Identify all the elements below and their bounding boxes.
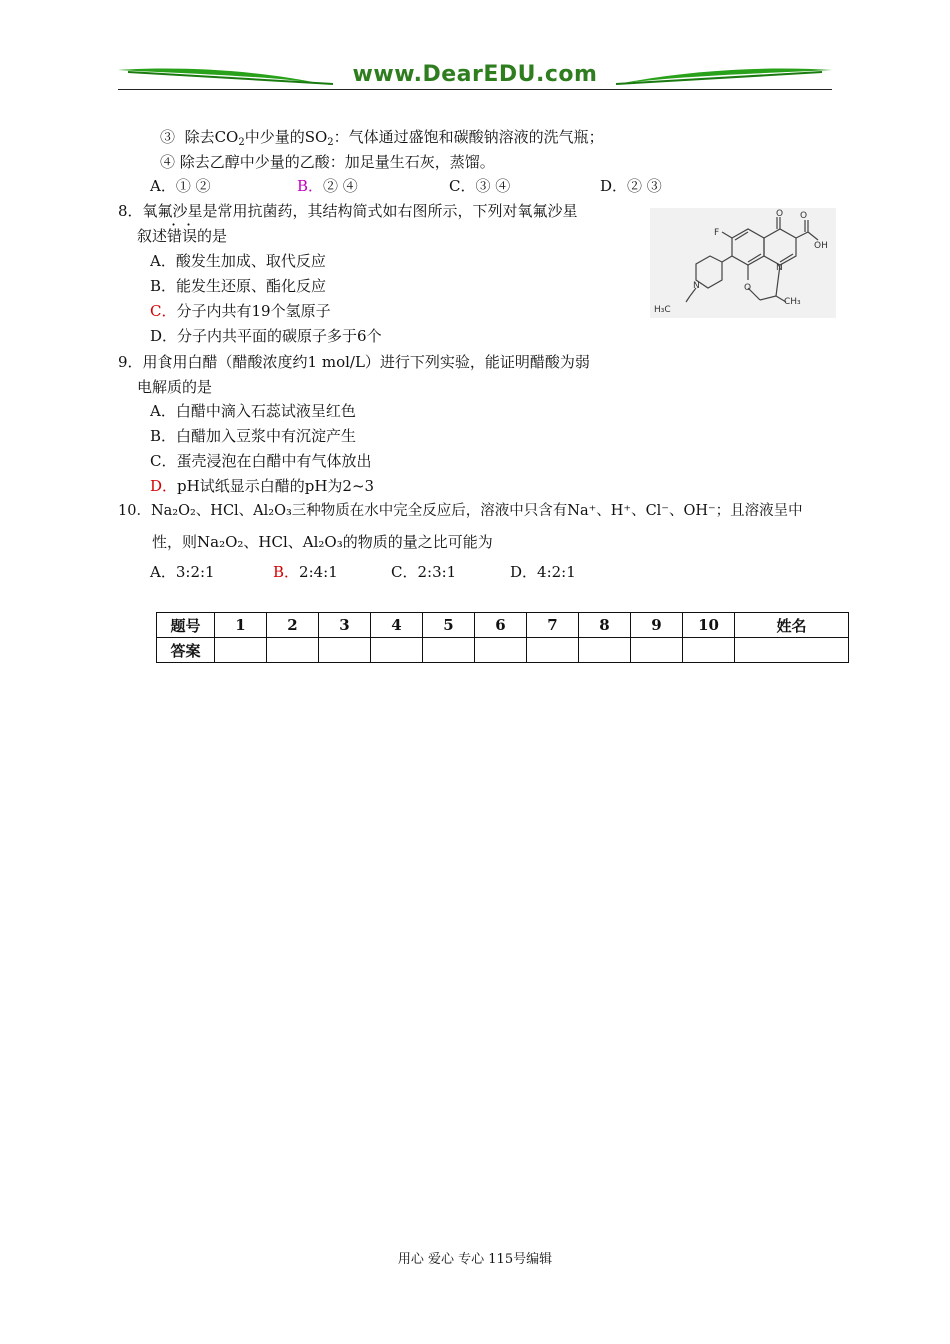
q7-option-c: C．③ ④ [449, 177, 511, 195]
ketone-oxygen-label: O [776, 209, 784, 219]
question-number-cell: 10 [683, 613, 735, 638]
q9-option-b: B．白醋加入豆浆中有沉淀产生 [150, 427, 357, 445]
q7-option-d: D．② ③ [600, 177, 662, 195]
methyl-label: CH₃ [784, 297, 801, 307]
answer-cell[interactable] [579, 638, 631, 663]
answer-row-header: 答案 [157, 638, 215, 663]
question-number-cell: 4 [371, 613, 423, 638]
answer-cell[interactable] [475, 638, 527, 663]
q7-option-a: A．① ② [150, 177, 211, 195]
q9-option-a: A．白醋中滴入石蕊试液呈红色 [150, 402, 356, 420]
question-number-cell: 2 [267, 613, 319, 638]
carboxyl-oh-label: OH [814, 241, 828, 251]
answer-table-answer-row [157, 638, 849, 663]
q8-option-b: B．能发生还原、酯化反应 [150, 277, 327, 295]
answer-cell[interactable] [319, 638, 371, 663]
question-number-cell: 6 [475, 613, 527, 638]
answer-table [156, 612, 849, 663]
q10-stem-line2: 性，则Na₂O₂、HCl、Al₂O₃的物质的量之比可能为 [152, 533, 493, 551]
q8-option-c: C．分子内共有19个氢原子 [150, 302, 331, 320]
question-number-header: 题号 [157, 613, 215, 638]
answer-cell[interactable] [371, 638, 423, 663]
header-rule [118, 89, 832, 90]
ring-nitrogen-label: N [776, 263, 783, 273]
question-number-cell: 7 [527, 613, 579, 638]
answer-cell[interactable] [683, 638, 735, 663]
q7-option-b: B．② ④ [297, 177, 358, 195]
question-number-cell: 8 [579, 613, 631, 638]
q10-stem-line1: 10．Na₂O₂、HCl、Al₂O₃三种物质在水中完全反应后，溶液中只含有Na⁺、H⁺、Cl⁻、OH⁻；且溶液呈中 [118, 503, 803, 519]
n-methyl-label: H₃C [654, 305, 671, 315]
question-number-cell: 5 [423, 613, 475, 638]
q7-item-3: ③ 除去$CO_2$中少量的$SO_2$：气体通过盛饱和碳酸钠溶液的洗气瓶； [160, 128, 604, 148]
answer-cell[interactable] [215, 638, 267, 663]
answer-cell[interactable] [267, 638, 319, 663]
q8-option-d: D．分子内共平面的碳原子多于6个 [150, 327, 382, 345]
q8-stem-line2: 叙述错误的是 [137, 227, 228, 245]
carboxyl-oxygen-label: O [800, 211, 808, 221]
q10-option-b: B．2:4:1 [273, 563, 338, 581]
piperazine-nitrogen-label: N [693, 281, 700, 291]
answer-table-header-row [157, 613, 849, 638]
answer-cell[interactable] [631, 638, 683, 663]
q9-stem-line2: 电解质的是 [137, 378, 213, 396]
q7-item-4: ④ 除去乙醇中少量的乙酸：加足量生石灰，蒸馏。 [160, 153, 495, 171]
fluorine-label: F [714, 228, 720, 238]
answer-cell[interactable] [527, 638, 579, 663]
name-header: 姓名 [735, 613, 849, 638]
q9-option-c: C．蛋壳浸泡在白醋中有气体放出 [150, 452, 372, 470]
q10-option-d: D．4:2:1 [510, 563, 576, 581]
molecule-drawing [650, 208, 836, 318]
question-number-cell: 1 [215, 613, 267, 638]
question-number-cell: 9 [631, 613, 683, 638]
q9-stem-line1: 9．用食用白醋（醋酸浓度约1 mol/L）进行下列实验，能证明醋酸为弱 [118, 353, 590, 371]
q10-option-c: C．2:3:1 [391, 563, 457, 581]
q9-option-d: D．pH试纸显示白醋的pH为2~3 [150, 477, 375, 495]
q8-stem-line1: 8．氧氟沙星是常用抗菌药，其结构简式如右图所示，下列对氧氟沙星 [118, 202, 578, 220]
oxazine-oxygen-label: O [744, 283, 752, 293]
q10-option-a: A．3:2:1 [150, 563, 215, 581]
page-footer: 用心 爱心 专心 115号编辑 [397, 1252, 553, 1267]
header-banner [118, 62, 832, 92]
q8-option-a: A．酸发生加成、取代反应 [150, 252, 326, 270]
site-logo-text[interactable]: www.DearEDU.com [352, 62, 598, 87]
answer-cell[interactable] [423, 638, 475, 663]
name-cell[interactable] [735, 638, 849, 663]
question-number-cell: 3 [319, 613, 371, 638]
ofloxacin-structure-figure [650, 208, 836, 318]
